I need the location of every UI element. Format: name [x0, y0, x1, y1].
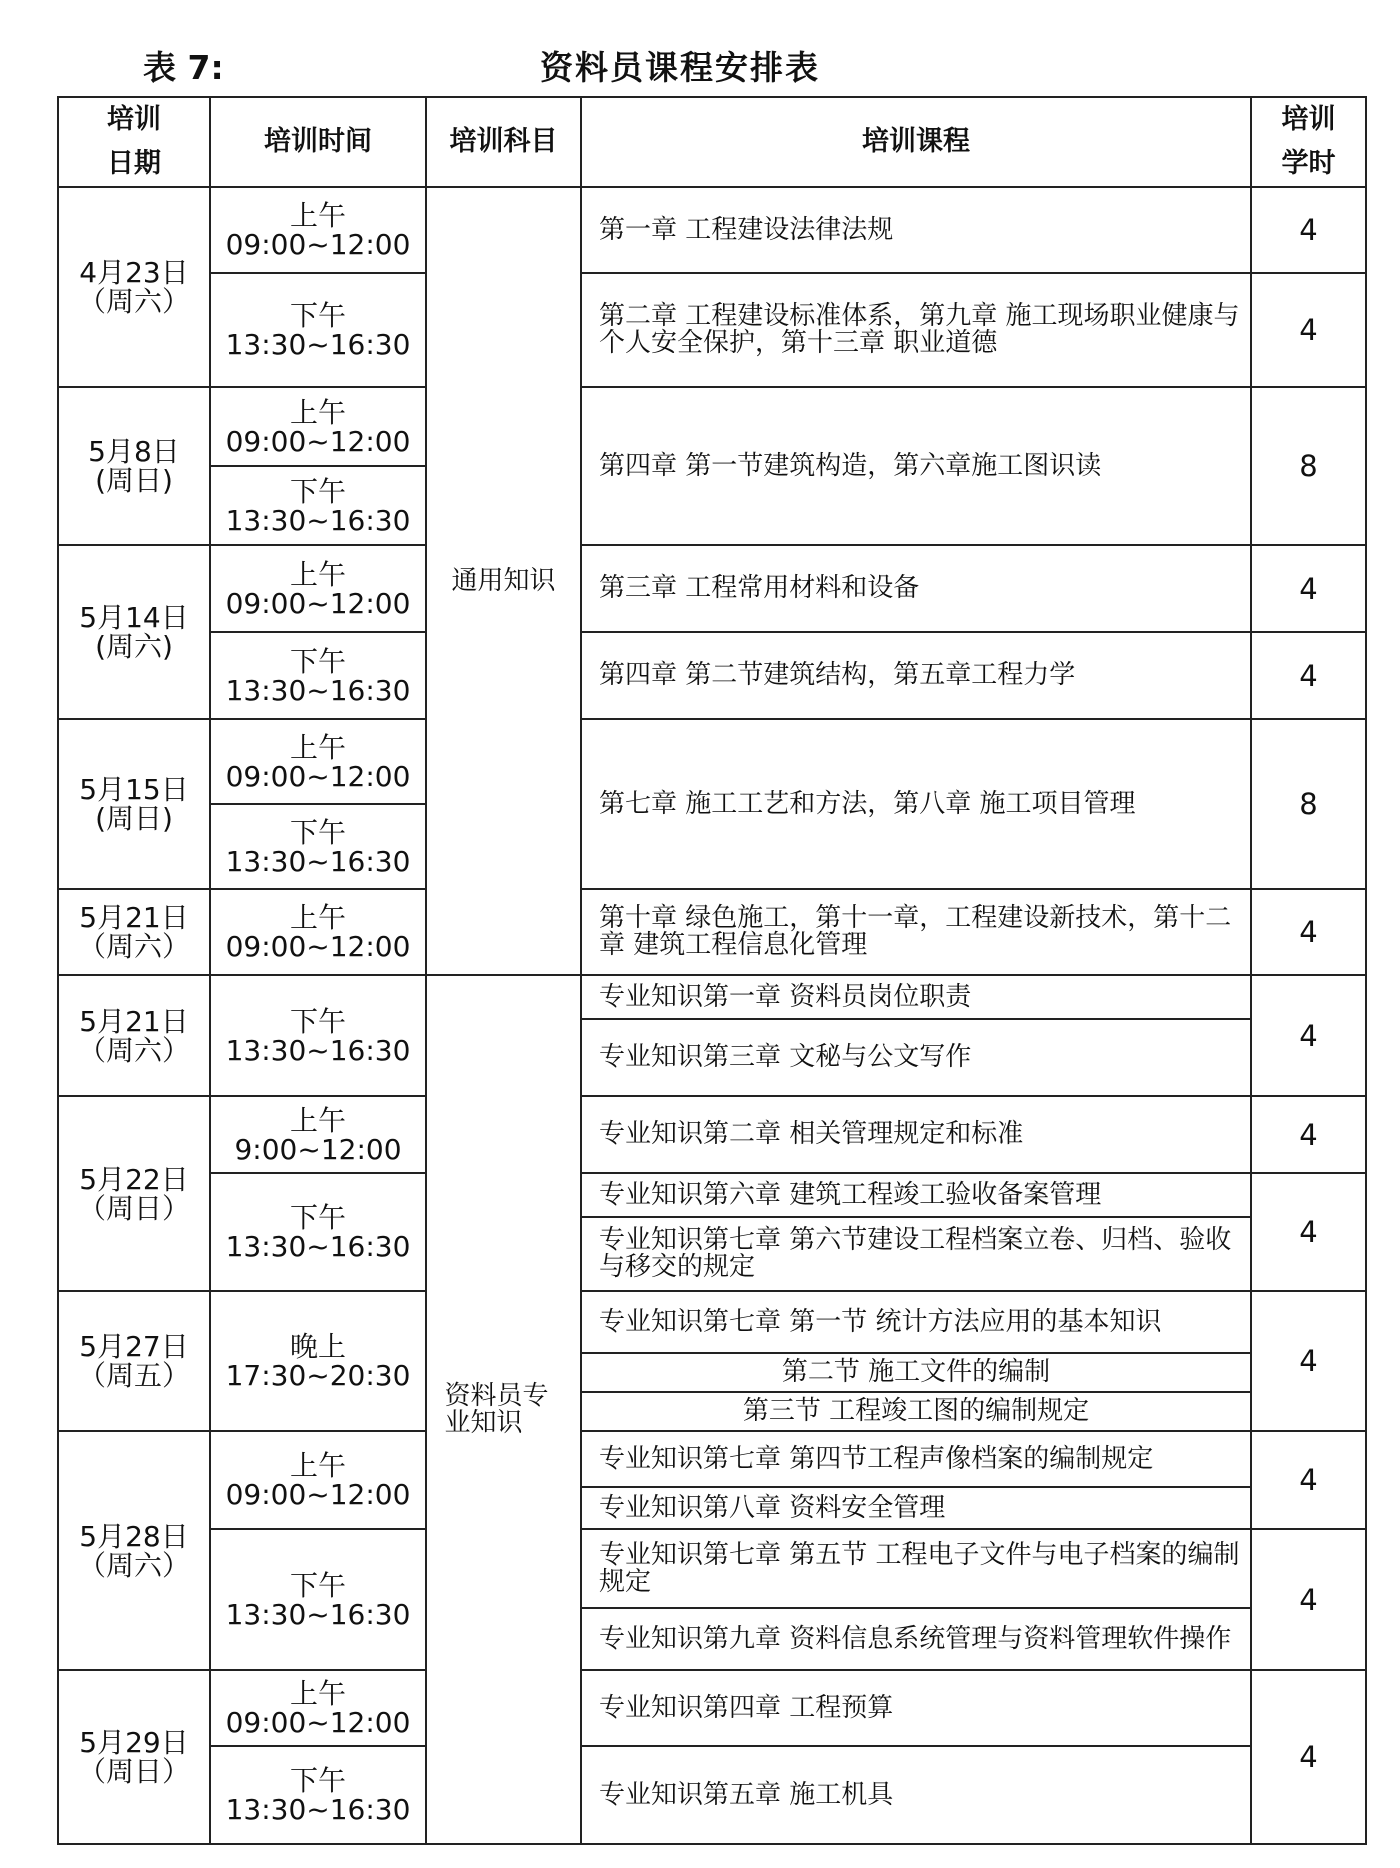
time-cell: 下午 13:30~16:30 [225, 1764, 411, 1826]
course-cell: 专业知识第七章 第六节建设工程档案立卷、归档、验收与移交的规定 [599, 1225, 1232, 1282]
course-cell: 第十章 绿色施工，第十一章，工程建设新技术，第十二章 建筑工程信息化管理 [599, 903, 1232, 960]
course-cell: 专业知识第七章 第四节工程声像档案的编制规定 [599, 1443, 1154, 1474]
course-cell: 专业知识第四章 工程预算 [599, 1692, 894, 1723]
time-cell: 上午 09:00~12:00 [225, 395, 411, 458]
date-cell: 4月23日 （周六） [77, 256, 190, 318]
course-cell: 专业知识第五章 施工机具 [599, 1779, 894, 1810]
hours-cell: 4 [1299, 1582, 1318, 1617]
date-cell: 5月28日 （周六） [77, 1519, 190, 1582]
time-cell: 下午 13:30~16:30 [225, 644, 411, 707]
course-cell: 专业知识第七章 第一节 统计方法应用的基本知识 [599, 1306, 1162, 1337]
course-cell: 第四章 第二节建筑结构，第五章工程力学 [599, 660, 1076, 690]
header-time: 培训时间 [264, 126, 372, 157]
subject-cell: 资料员专业知识 [444, 1380, 549, 1438]
course-cell: 专业知识第九章 资料信息系统管理与资料管理软件操作 [599, 1623, 1232, 1654]
hours-cell: 4 [1299, 1018, 1318, 1053]
time-cell: 下午 13:30~16:30 [225, 1004, 411, 1067]
hours-cell: 4 [1299, 1463, 1318, 1497]
time-cell: 上午 09:00~12:00 [225, 199, 411, 261]
date-cell: 5月8日 (周日) [88, 435, 180, 497]
course-cell: 专业知识第三章 文秘与公文写作 [599, 1042, 972, 1072]
time-cell: 上午 09:00~12:00 [225, 730, 411, 793]
hours-cell: 4 [1299, 571, 1318, 606]
date-cell: 5月21日 （周六） [77, 1004, 190, 1067]
course-cell: 专业知识第六章 建筑工程竣工验收备案管理 [599, 1179, 1102, 1210]
date-cell: 5月22日 （周日） [77, 1162, 190, 1225]
page-title: 资料员课程安排表 [540, 48, 820, 87]
course-cell: 专业知识第八章 资料安全管理 [599, 1492, 946, 1523]
header-course: 培训课程 [862, 126, 970, 157]
course-cell: 第一章 工程建设法律法规 [599, 214, 894, 245]
time-cell: 上午 09:00~12:00 [225, 1449, 411, 1511]
table-caption [0, 28, 1400, 88]
date-cell: 5月27日 （周五） [77, 1330, 190, 1392]
course-cell: 专业知识第一章 资料员岗位职责 [599, 981, 972, 1012]
course-cell: 第四章 第一节建筑构造，第六章施工图识读 [599, 450, 1102, 481]
hours-cell: 4 [1299, 658, 1318, 693]
course-cell: 第七章 施工工艺和方法，第八章 施工项目管理 [599, 788, 1136, 819]
course-cell: 专业知识第二章 相关管理规定和标准 [599, 1119, 1024, 1149]
date-cell: 5月14日 (周六) [79, 601, 189, 663]
time-cell: 上午 09:00~12:00 [225, 901, 411, 963]
hours-cell: 4 [1299, 213, 1318, 247]
date-cell: 5月29日 （周日） [77, 1726, 190, 1788]
time-cell: 下午 13:30~16:30 [225, 815, 411, 878]
header-hours: 培训 学时 [1281, 104, 1336, 179]
time-cell: 下午 13:30~16:30 [225, 474, 411, 537]
time-cell: 下午 13:30~16:30 [225, 1201, 411, 1263]
course-cell: 第二节 施工文件的编制 [781, 1357, 1051, 1387]
hours-cell: 8 [1299, 449, 1318, 483]
course-cell: 第三节 工程竣工图的编制规定 [742, 1396, 1090, 1426]
header-date: 培训 日期 [107, 104, 161, 179]
hours-cell: 8 [1299, 787, 1318, 821]
hours-cell: 4 [1299, 1215, 1318, 1249]
course-cell: 第二章 工程建设标准体系，第九章 施工现场职业健康与个人安全保护，第十三章 职业道德 [599, 301, 1240, 358]
time-cell: 下午 13:30~16:30 [225, 299, 411, 361]
hours-cell: 4 [1299, 1344, 1318, 1378]
hours-cell: 4 [1299, 1117, 1318, 1152]
course-cell: 专业知识第七章 第五节 工程电子文件与电子档案的编制规定 [599, 1539, 1240, 1597]
time-cell: 上午 9:00~12:00 [234, 1103, 402, 1166]
course-cell: 第三章 工程常用材料和设备 [599, 573, 920, 603]
time-cell: 晚上 17:30~20:30 [225, 1330, 411, 1392]
time-cell: 上午 09:00~12:00 [225, 1677, 411, 1739]
hours-cell: 4 [1299, 313, 1318, 347]
hours-cell: 4 [1299, 915, 1318, 949]
hours-cell: 4 [1299, 1740, 1318, 1774]
table-number: 表 7: [143, 48, 224, 87]
time-cell: 下午 13:30~16:30 [225, 1568, 411, 1631]
header-subject: 培训科目 [449, 126, 558, 157]
date-cell: 5月21日 （周六） [77, 901, 190, 963]
date-cell: 5月15日 (周日) [79, 773, 189, 835]
time-cell: 上午 09:00~12:00 [225, 557, 411, 620]
subject-cell: 通用知识 [451, 565, 556, 596]
